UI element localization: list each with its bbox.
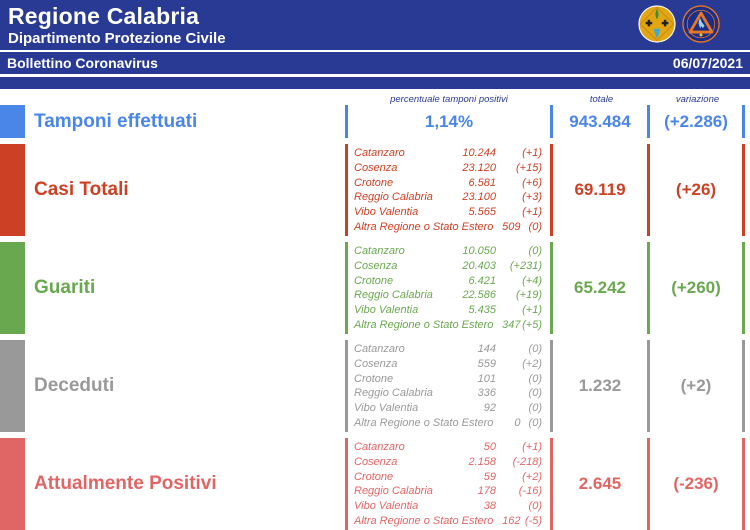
variation-value: (+26) [650, 144, 745, 236]
province-row [348, 416, 550, 430]
province-variation: (-16) [518, 485, 542, 498]
regione-calabria-logo [638, 5, 676, 43]
province-variation: (0) [528, 245, 542, 258]
province-row [348, 372, 550, 386]
section-label: Guariti [34, 277, 96, 298]
province-name: Altra Regione o Stato Estero [354, 220, 494, 233]
page-subtitle: Dipartimento Protezione Civile [8, 30, 226, 47]
total-value: 2.645 [553, 438, 650, 530]
province-name: Crotone [354, 274, 394, 287]
bulletin-title: Bollettino Coronavirus [7, 55, 158, 71]
province-value: 6.581 [468, 176, 496, 189]
province-details [345, 438, 553, 530]
province-value: 5.435 [468, 303, 496, 316]
variation-value: (+2) [650, 340, 745, 432]
province-row [348, 176, 550, 190]
province-variation: (0) [528, 416, 542, 429]
province-value: 23.120 [462, 161, 496, 174]
header-logos [638, 3, 720, 50]
province-row [348, 440, 550, 454]
section-label: Tamponi effettuati [34, 110, 198, 132]
province-variation: (+3) [522, 191, 542, 204]
province-name: Reggio Calabria [354, 191, 433, 204]
province-row [348, 514, 550, 528]
province-value: 144 [477, 343, 496, 356]
province-name: Reggio Calabria [354, 485, 433, 498]
province-row [348, 357, 550, 371]
province-name: Reggio Calabria [354, 387, 433, 400]
province-variation: (+4) [522, 274, 542, 287]
province-details [345, 340, 553, 432]
province-row [348, 190, 550, 204]
total-value: 1.232 [553, 340, 650, 432]
total-value: 69.119 [553, 144, 650, 236]
province-row [348, 303, 550, 317]
section-tamponi-effettuati [0, 105, 750, 138]
province-row [348, 244, 550, 258]
province-value: 10.244 [462, 147, 496, 160]
color-block [0, 242, 25, 334]
province-name: Cosenza [354, 357, 398, 370]
province-value: 2.158 [468, 455, 496, 468]
province-row [348, 470, 550, 484]
province-name: Catanzaro [354, 147, 405, 160]
province-variation: (+231) [509, 259, 542, 272]
bulletin-date: 06/07/2021 [672, 55, 743, 71]
province-name: Catanzaro [354, 343, 405, 356]
province-value: 0 [514, 416, 521, 429]
province-variation: (+5) [522, 318, 542, 331]
column-header-total: totale [589, 94, 614, 105]
province-name: Crotone [354, 176, 394, 189]
province-name: Catanzaro [354, 245, 405, 258]
province-value: 50 [483, 441, 496, 454]
section-guariti [0, 242, 750, 334]
column-header-percent: percentuale tamponi positivi [390, 94, 508, 105]
province-name: Altra Regione o Stato Estero [354, 514, 494, 527]
variation-value: (-236) [650, 438, 745, 530]
province-name: Reggio Calabria [354, 289, 433, 302]
province-variation: (+2) [522, 357, 542, 370]
province-row [348, 220, 550, 234]
province-row [348, 342, 550, 356]
total-value: 65.242 [553, 242, 650, 334]
province-variation: (-218) [512, 455, 542, 468]
province-name: Vibo Valentia [354, 303, 419, 316]
color-block [0, 438, 25, 530]
province-variation: (+1) [522, 147, 542, 160]
percent-cell [345, 105, 553, 138]
province-variation: (+6) [522, 176, 542, 189]
column-header-variation: variazione [675, 94, 720, 105]
province-name: Crotone [354, 372, 394, 385]
province-row [348, 161, 550, 175]
color-block [0, 340, 25, 432]
province-variation: (+1) [522, 205, 542, 218]
variation-value: (+260) [650, 242, 745, 334]
province-variation: (+19) [516, 289, 542, 302]
section-label: Casi Totali [34, 179, 129, 200]
color-block [0, 144, 25, 236]
province-variation: (0) [528, 387, 542, 400]
province-name: Crotone [354, 470, 394, 483]
province-value: 101 [477, 372, 496, 385]
province-details [345, 242, 553, 334]
province-name: Cosenza [354, 259, 398, 272]
province-variation: (+1) [522, 303, 542, 316]
province-row [348, 146, 550, 160]
province-row [348, 401, 550, 415]
province-row [348, 259, 550, 273]
province-name: Vibo Valentia [354, 205, 419, 218]
province-value: 20.403 [462, 259, 496, 272]
section-attualmente-positivi [0, 438, 750, 530]
province-row [348, 499, 550, 513]
color-block [0, 105, 25, 138]
province-variation: (0) [528, 401, 542, 414]
province-variation: (+1) [522, 441, 542, 454]
total-value: 943.484 [553, 105, 650, 138]
province-value: 178 [477, 485, 496, 498]
protezione-civile-logo [682, 5, 720, 43]
province-variation: (0) [528, 343, 542, 356]
province-name: Altra Regione o Stato Estero [354, 416, 494, 429]
province-name: Cosenza [354, 161, 398, 174]
province-name: Vibo Valentia [354, 499, 419, 512]
province-row [348, 205, 550, 219]
province-row [348, 455, 550, 469]
province-name: Vibo Valentia [354, 401, 419, 414]
province-details [345, 144, 553, 236]
province-value: 22.586 [462, 289, 496, 302]
section-label: Attualmente Positivi [34, 473, 217, 494]
sections-host [0, 144, 750, 530]
province-value: 347 [502, 318, 521, 331]
province-row [348, 386, 550, 400]
province-value: 336 [477, 387, 496, 400]
province-row [348, 318, 550, 332]
percent-value: 1,14% [424, 111, 474, 131]
province-row [348, 484, 550, 498]
province-value: 10.050 [462, 245, 496, 258]
province-value: 162 [502, 514, 521, 527]
province-variation: (0) [528, 372, 542, 385]
province-value: 23.100 [462, 191, 496, 204]
province-value: 5.565 [468, 205, 496, 218]
province-value: 59 [483, 470, 496, 483]
province-value: 92 [483, 401, 496, 414]
page-title: Regione Calabria [8, 3, 200, 29]
section-label: Deceduti [34, 375, 115, 396]
section-deceduti [0, 340, 750, 432]
province-value: 509 [502, 220, 521, 233]
divider-strip [0, 77, 750, 89]
province-name: Cosenza [354, 455, 398, 468]
province-row [348, 288, 550, 302]
column-headers [345, 92, 750, 105]
province-variation: (+15) [516, 161, 542, 174]
province-variation: (0) [528, 499, 542, 512]
header-titles [8, 3, 226, 50]
bulletin-bar [0, 52, 750, 77]
province-variation: (-5) [524, 514, 542, 527]
province-value: 38 [483, 499, 496, 512]
province-name: Altra Regione o Stato Estero [354, 318, 494, 331]
province-name: Catanzaro [354, 441, 405, 454]
variation-value: (+2.286) [650, 105, 745, 138]
section-casi-totali [0, 144, 750, 236]
header [0, 0, 750, 52]
province-variation: (0) [528, 220, 542, 233]
province-value: 6.421 [468, 274, 496, 287]
province-row [348, 274, 550, 288]
province-value: 559 [477, 357, 496, 370]
province-variation: (+2) [522, 470, 542, 483]
